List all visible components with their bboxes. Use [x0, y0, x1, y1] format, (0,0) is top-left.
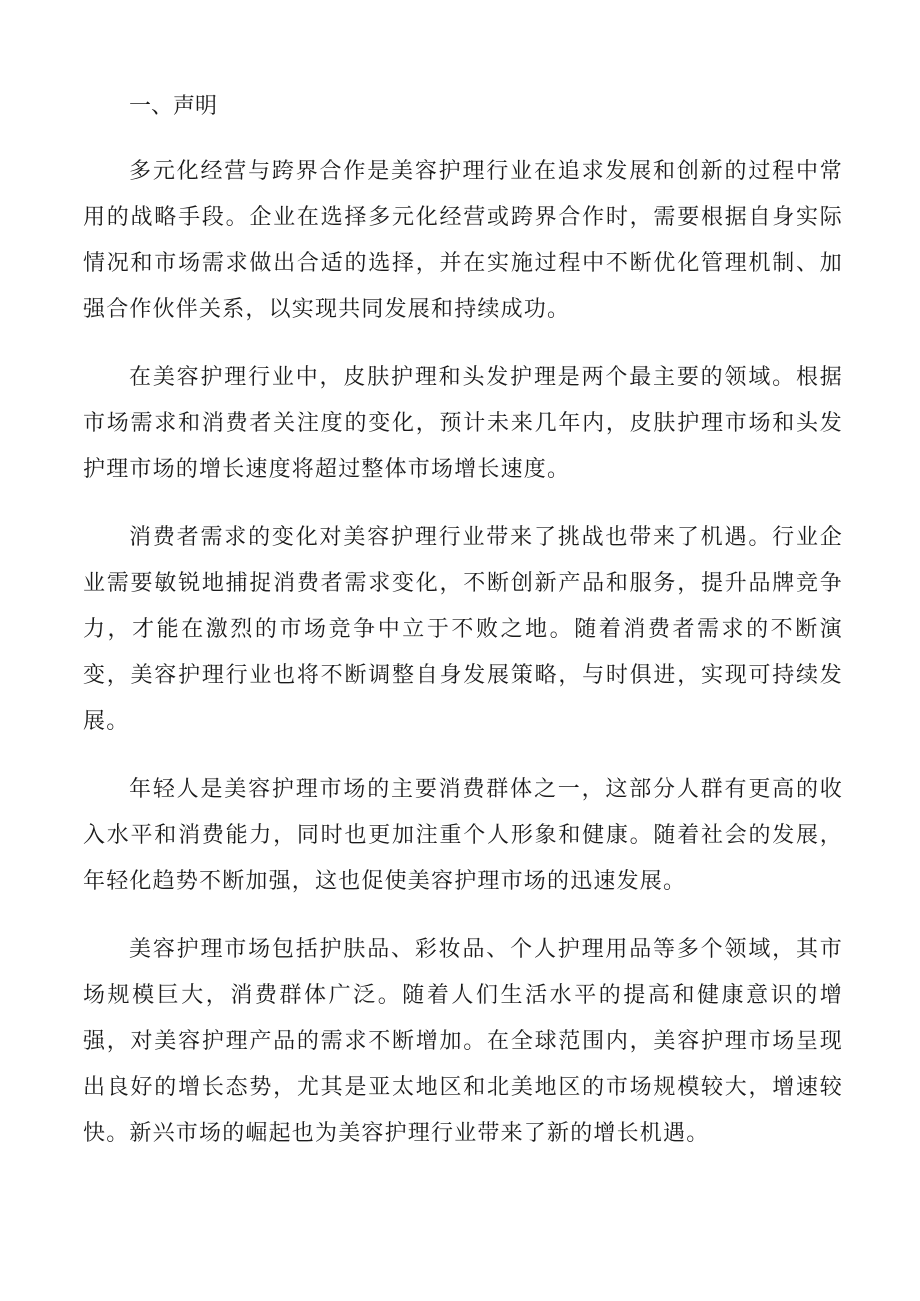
paragraph-3: 消费者需求的变化对美容护理行业带来了挑战也带来了机遇。行业企业需要敏锐地捕捉消费者需求变化，不断创新产品和服务，提升品牌竞争力，才能在激烈的市场竞争中立于不败之地。随着消费者需求的不断演变，美容护理行业也将不断调整自身发展策略，与时俱进，实现可持续发展。: [83, 525, 843, 734]
paragraph-2: 在美容护理行业中，皮肤护理和头发护理是两个最主要的领域。根据市场需求和消费者关注度的变化，预计未来几年内，皮肤护理市场和头发护理市场的增长速度将超过整体市场增长速度。: [83, 365, 843, 482]
paragraph-4: 年轻人是美容护理市场的主要消费群体之一，这部分人群有更高的收入水平和消费能力，同时也更加注重个人形象和健康。随着社会的发展，年轻化趋势不断加强，这也促使美容护理市场的迅速发展。: [83, 777, 843, 894]
paragraph-5: 美容护理市场包括护肤品、彩妆品、个人护理用品等多个领域，其市场规模巨大，消费群体广泛。随着人们生活水平的提高和健康意识的增强，对美容护理产品的需求不断增加。在全球范围内，美容护理市场呈现出良好的增长态势，尤其是亚太地区和北美地区的市场规模较大，增速较快。新兴市场的崛起也为美容护理行业带来了新的增长机遇。: [83, 937, 843, 1146]
document-body: [83, 87, 843, 1179]
section-heading: 一、声明: [129, 94, 218, 119]
paragraph-1: 多元化经营与跨界合作是美容护理行业在追求发展和创新的过程中常用的战略手段。企业在选择多元化经营或跨界合作时，需要根据自身实际情况和市场需求做出合适的选择，并在实施过程中不断优化管理机制、加强合作伙伴关系，以实现共同发展和持续成功。: [83, 159, 843, 322]
